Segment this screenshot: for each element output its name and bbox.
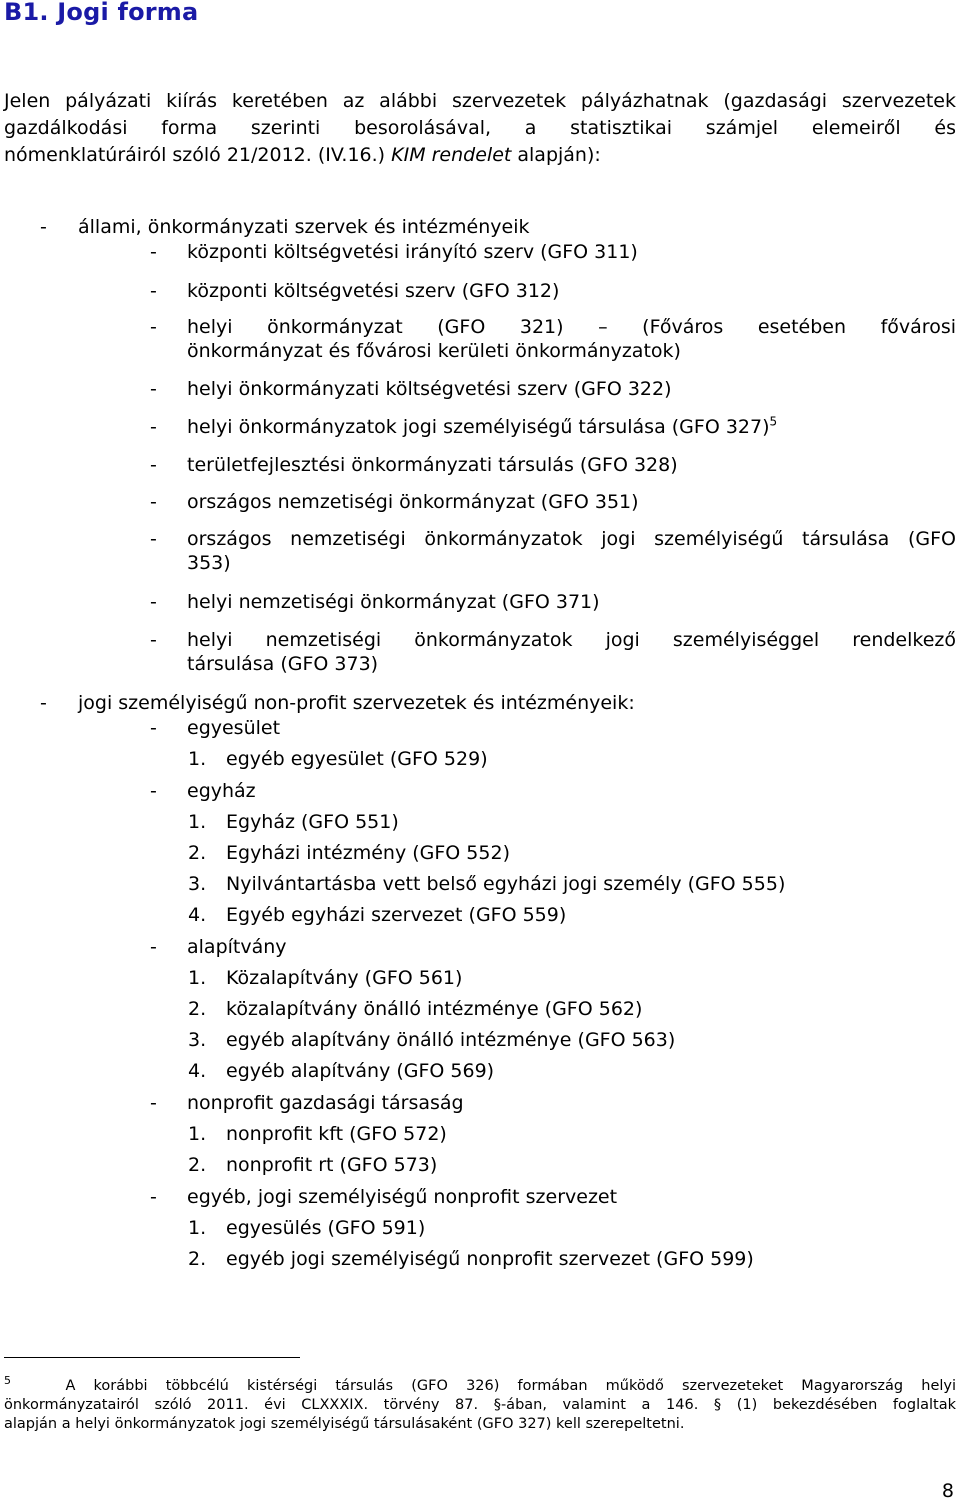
bullet-dash: - bbox=[150, 936, 157, 958]
item-text: Közalapítvány (GFO 561) bbox=[226, 967, 463, 989]
bullet-dash: - bbox=[150, 780, 157, 802]
list-item bbox=[150, 240, 956, 264]
footnote-line-3: alapján a helyi önkormányzatok jogi személyiségű társulásaként (GFO 327) kell szerepeltetni. bbox=[4, 1416, 685, 1432]
list-item bbox=[150, 590, 956, 614]
bullet-dash: - bbox=[150, 316, 157, 338]
bullet-dash: - bbox=[150, 528, 157, 550]
footnote-text: A korábbi többcélú kistérségi társulás (GFO 326) formában működő szervezeteket Magyarország helyi bbox=[65, 1378, 957, 1394]
list-item-text: területfejlesztési önkormányzati társulás (GFO 328) bbox=[187, 454, 678, 476]
intro-paragraph bbox=[4, 88, 956, 169]
item-number: 4. bbox=[188, 1060, 207, 1082]
page-number: 8 bbox=[941, 1480, 954, 1502]
item-text: Egyház (GFO 551) bbox=[226, 811, 399, 833]
intro-line-3-text: nómenklatúráiról szóló 21/2012. (IV.16.) bbox=[4, 144, 392, 166]
item-number: 1. bbox=[188, 1123, 207, 1145]
list-item bbox=[150, 490, 956, 514]
list-item-text: helyi nemzetiségi önkormányzat (GFO 371) bbox=[187, 591, 600, 613]
list-item-text: helyi önkormányzati költségvetési szerv (GFO 322) bbox=[187, 378, 672, 400]
item-text: Egyéb egyházi szervezet (GFO 559) bbox=[226, 904, 567, 926]
footnote-line-2: önkormányzatairól szóló 2011. évi CLXXXIX. törvény 87. §-ában, valamint a 146. § (1) bekezdésében foglaltak bbox=[4, 1397, 956, 1413]
item-text: nonprofit rt (GFO 573) bbox=[226, 1154, 438, 1176]
list-item bbox=[150, 377, 956, 401]
bullet-dash: - bbox=[150, 629, 157, 651]
item-number: 2. bbox=[188, 998, 207, 1020]
bullet-dash: - bbox=[150, 1186, 157, 1208]
item-text: egyéb alapítvány önálló intézménye (GFO 563) bbox=[226, 1029, 676, 1051]
item-text: közalapítvány önálló intézménye (GFO 562) bbox=[226, 998, 643, 1020]
item-number: 1. bbox=[188, 748, 207, 770]
list-item-text: helyi önkormányzat (GFO 321) – (Főváros esetében fővárosi bbox=[187, 316, 956, 338]
list-item-text-cont: társulása (GFO 373) bbox=[187, 653, 379, 675]
item-number: 1. bbox=[188, 811, 207, 833]
item-number: 1. bbox=[188, 967, 207, 989]
list-item bbox=[150, 279, 956, 303]
group-label-text: egyéb, jogi személyiségű nonprofit szervezet bbox=[187, 1186, 618, 1208]
item-number: 3. bbox=[188, 873, 207, 895]
group-label-text: nonprofit gazdasági társaság bbox=[187, 1092, 464, 1114]
bullet-dash: - bbox=[150, 491, 157, 513]
list-item-text: központi költségvetési szerv (GFO 312) bbox=[187, 280, 560, 302]
item-text: Egyházi intézmény (GFO 552) bbox=[226, 842, 510, 864]
list-item bbox=[150, 527, 956, 575]
intro-line-3-end: alapján): bbox=[511, 144, 601, 166]
bullet-dash: - bbox=[150, 454, 157, 476]
group-label-text: egyesület bbox=[187, 717, 281, 739]
item-number: 2. bbox=[188, 1154, 207, 1176]
item-number: 4. bbox=[188, 904, 207, 926]
list-item bbox=[150, 628, 956, 676]
regulation-name: KIM rendelet bbox=[391, 144, 512, 166]
bullet-dash: - bbox=[150, 378, 157, 400]
footnote bbox=[4, 1374, 957, 1434]
heading-text: állami, önkormányzati szervek és intézményeik bbox=[78, 216, 530, 238]
item-text: egyesülés (GFO 591) bbox=[226, 1217, 426, 1239]
intro-line-3 bbox=[4, 142, 956, 169]
bullet-dash: - bbox=[150, 717, 157, 739]
footnote-line-1 bbox=[4, 1374, 957, 1396]
list-heading-state bbox=[40, 215, 940, 239]
item-number: 3. bbox=[188, 1029, 207, 1051]
bullet-dash: - bbox=[40, 216, 47, 238]
item-text: egyéb jogi személyiségű nonprofit szervezet (GFO 599) bbox=[226, 1248, 754, 1270]
bullet-dash: - bbox=[150, 280, 157, 302]
list-item bbox=[150, 415, 956, 439]
item-number: 2. bbox=[188, 1248, 207, 1270]
bullet-dash: - bbox=[150, 241, 157, 263]
item-number: 1. bbox=[188, 1217, 207, 1239]
item-number: 2. bbox=[188, 842, 207, 864]
bullet-dash: - bbox=[150, 591, 157, 613]
bullet-dash: - bbox=[150, 416, 157, 438]
list-item bbox=[150, 453, 956, 477]
item-text: Nyilvántartásba vett belső egyházi jogi személy (GFO 555) bbox=[226, 873, 786, 895]
group-label-text: egyház bbox=[187, 780, 256, 802]
list-item-text: helyi önkormányzatok jogi személyiségű társulása (GFO 327) bbox=[187, 416, 770, 438]
footnote-separator bbox=[4, 1357, 300, 1358]
list-item-text: központi költségvetési irányító szerv (GFO 311) bbox=[187, 241, 638, 263]
intro-line-2: gazdálkodási forma szerinti besorolásával, a statisztikai számjel elemeiről és bbox=[4, 117, 956, 139]
item-text: egyéb egyesület (GFO 529) bbox=[226, 748, 488, 770]
list-heading-nonprofit bbox=[40, 691, 940, 715]
item-text: egyéb alapítvány (GFO 569) bbox=[226, 1060, 495, 1082]
list-item-text-cont: 353) bbox=[187, 552, 231, 574]
bullet-dash: - bbox=[150, 1092, 157, 1114]
group-label-text: alapítvány bbox=[187, 936, 287, 958]
bullet-dash: - bbox=[40, 692, 47, 714]
heading-text: jogi személyiségű non-profit szervezetek és intézményeik: bbox=[78, 692, 635, 714]
footnote-number: 5 bbox=[4, 1374, 11, 1388]
list-item-text-cont: önkormányzat és fővárosi kerületi önkormányzatok) bbox=[187, 340, 681, 362]
list-item-text: országos nemzetiségi önkormányzat (GFO 351) bbox=[187, 491, 639, 513]
list-item-text: országos nemzetiségi önkormányzatok jogi személyiségű társulása (GFO bbox=[187, 528, 956, 550]
section-title: B1. Jogi forma bbox=[4, 0, 199, 26]
list-item-text: helyi nemzetiségi önkormányzatok jogi személyiséggel rendelkező bbox=[187, 629, 956, 651]
intro-line-1: Jelen pályázati kiírás keretében az alábbi szervezetek pályázhatnak (gazdasági szervezetek bbox=[4, 90, 956, 112]
item-text: nonprofit kft (GFO 572) bbox=[226, 1123, 447, 1145]
list-item bbox=[150, 315, 956, 363]
footnote-reference[interactable]: 5 bbox=[769, 414, 778, 429]
